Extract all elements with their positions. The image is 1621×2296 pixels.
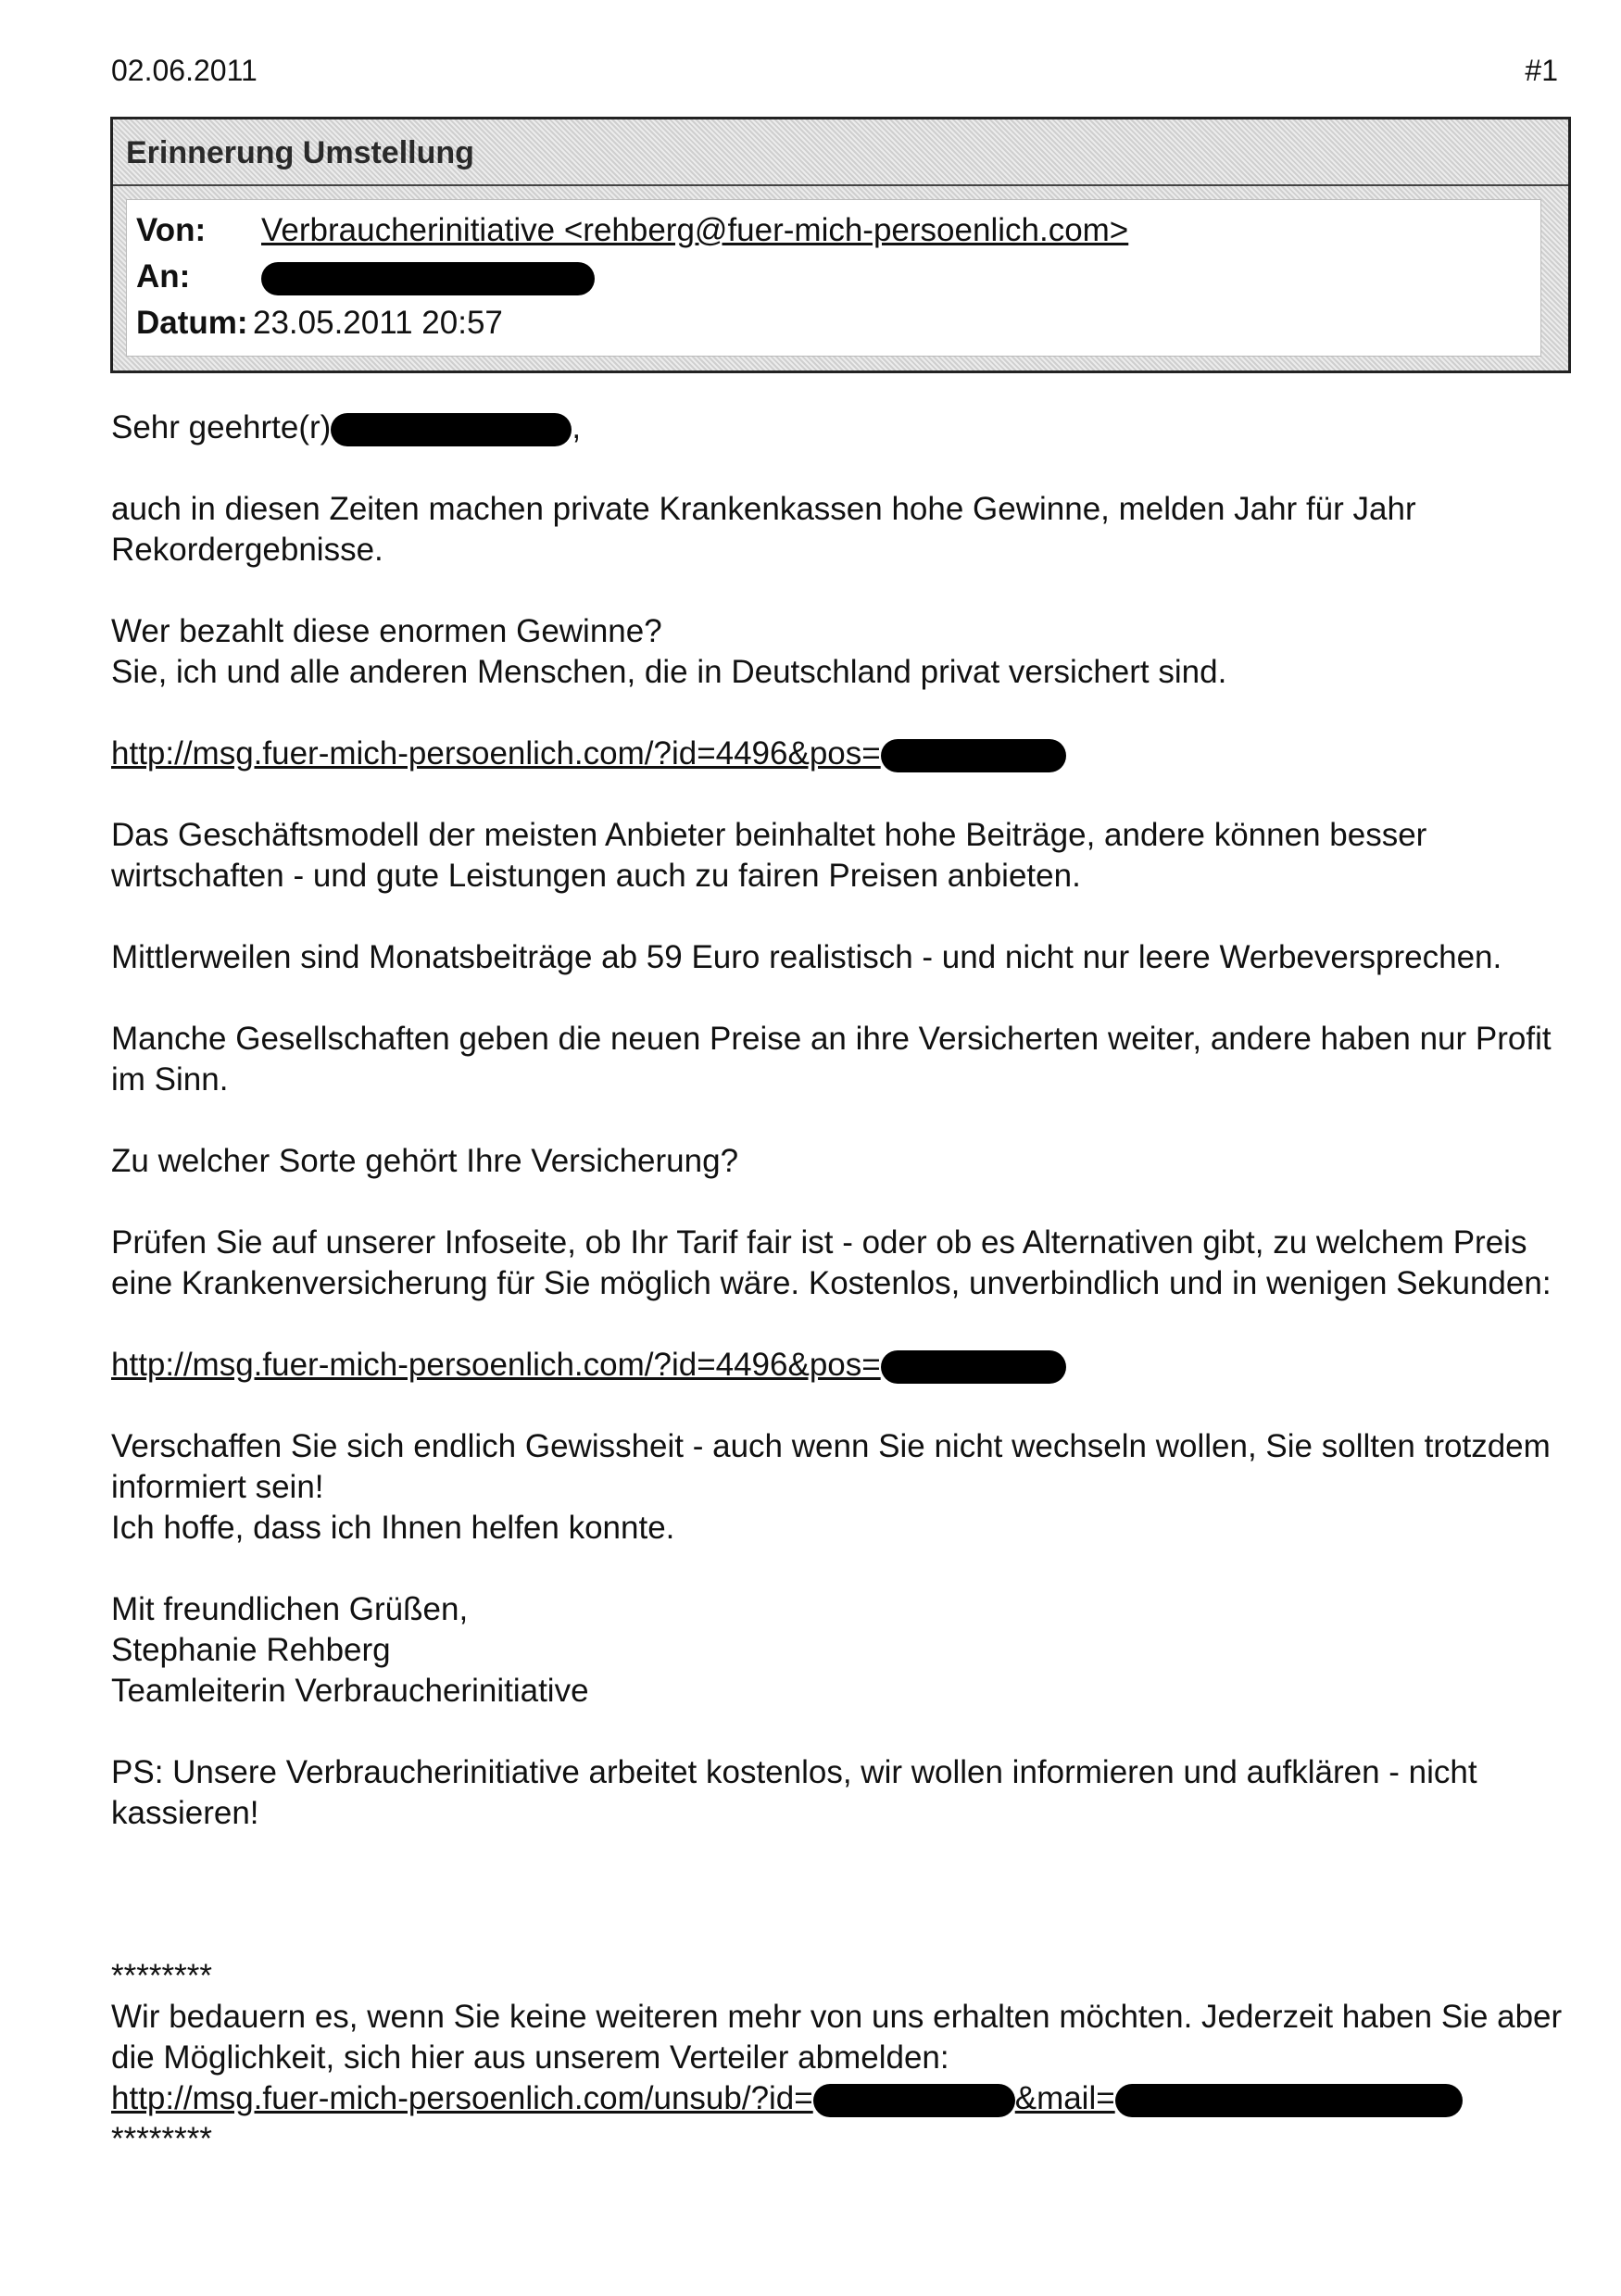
paragraph-1: auch in diesen Zeiten machen private Krankenkassen hohe Gewinne, melden Jahr für Jahr Rekordergebnisse.: [111, 491, 1416, 568]
separator-top: ********: [111, 1958, 212, 1994]
paragraph-7: Prüfen Sie auf unserer Infoseite, ob Ihr Tarif fair ist - oder ob es Alternativen gibt, zu welchem Preis eine Krankenversicherung für Sie möglich wäre. Kostenlos, unverbindlich und in wenigen Sekunden:: [111, 1224, 1552, 1301]
unsubscribe-text: Wir bedauern es, wenn Sie keine weiteren mehr von uns erhalten möchten. Jederzeit haben Sie aber die Möglichkeit, sich hier aus unserem Verteiler abmelden:: [111, 1999, 1563, 2076]
email-header: [110, 117, 1571, 373]
link-2[interactable]: http://msg.fuer-mich-persoenlich.com/?id=4496&pos=: [111, 1345, 1575, 1386]
redacted-unsub-id: [813, 2084, 1015, 2117]
date-row: [136, 300, 503, 346]
sent-date: 23.05.2011 20:57: [253, 305, 503, 341]
from-label: Von:: [136, 212, 207, 248]
from-row: [136, 207, 1128, 254]
separator-bottom: ********: [111, 2121, 212, 2157]
page-number: #1: [1525, 54, 1558, 87]
paragraph-2: Wer bezahlt diese enormen Gewinne? Sie, ich und alle anderen Menschen, die in Deutschland privat versichert sind.: [111, 613, 1227, 690]
date-label: Datum:: [136, 305, 248, 341]
redacted-unsub-mail: [1115, 2084, 1463, 2117]
unsubscribe-link[interactable]: http://msg.fuer-mich-persoenlich.com/unsub/?id= &mail=: [111, 2078, 1575, 2119]
email-subject: Erinnerung Umstellung: [113, 119, 1568, 186]
paragraph-6: Zu welcher Sorte gehört Ihre Versicherung?: [111, 1143, 739, 1179]
redacted-pos-1: [881, 739, 1066, 772]
paragraph-5: Manche Gesellschaften geben die neuen Preise an ihre Versicherten weiter, andere haben nur Profit im Sinn.: [111, 1021, 1552, 1098]
to-row: [136, 254, 595, 300]
postscript: PS: Unsere Verbraucherinitiative arbeitet kostenlos, wir wollen informieren und aufklären - nicht kassieren!: [111, 1754, 1477, 1831]
print-date: 02.06.2011: [111, 54, 258, 87]
redacted-pos-2: [881, 1350, 1066, 1384]
paragraph-8: Verschaffen Sie sich endlich Gewissheit - auch wenn Sie nicht wechseln wollen, Sie sollten trotzdem informiert sein! Ich hoffe, dass ich Ihnen helfen konnte.: [111, 1428, 1551, 1546]
redacted-recipient: [261, 262, 595, 295]
email-body: [111, 408, 1575, 2160]
redacted-name: [331, 413, 572, 446]
to-label: An:: [136, 258, 191, 295]
paragraph-4: Mittlerweilen sind Monatsbeiträge ab 59 Euro realistisch - und nicht nur leere Werbeversprechen.: [111, 939, 1502, 975]
salutation: Sehr geehrte(r) ,: [111, 409, 582, 445]
paragraph-3: Das Geschäftsmodell der meisten Anbieter beinhaltet hohe Beiträge, andere können besser wirtschaften - und gute Leistungen auch zu fairen Preisen anbieten.: [111, 817, 1427, 894]
email-meta: [126, 199, 1541, 357]
signature: Mit freundlichen Grüßen, Stephanie Rehberg Teamleiterin Verbraucherinitiative: [111, 1591, 589, 1709]
from-address-link[interactable]: Verbraucherinitiative <rehberg@fuer-mich-persoenlich.com>: [261, 212, 1129, 248]
link-1[interactable]: http://msg.fuer-mich-persoenlich.com/?id=4496&pos=: [111, 734, 1575, 774]
